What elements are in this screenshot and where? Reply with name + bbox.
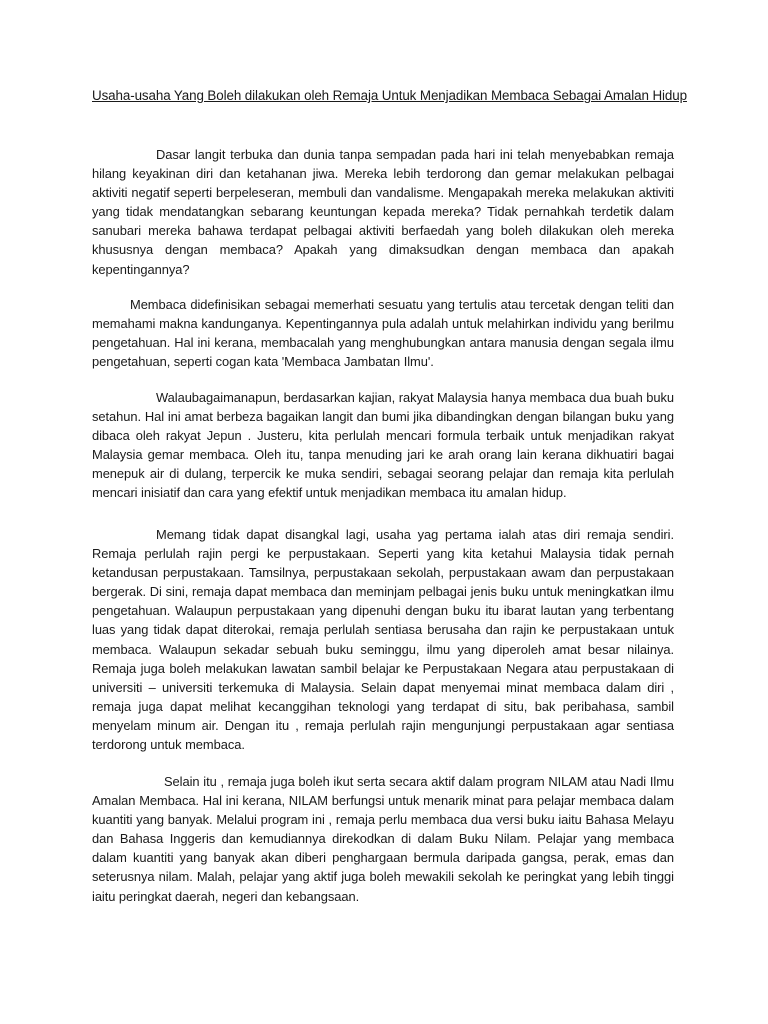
paragraph-3: Walaubagaimanapun, berdasarkan kajian, rakyat Malaysia hanya membaca dua buah buku setahun. Hal ini amat berbeza bagaikan langit dan bumi jika dibandingkan dengan bilangan buku yang dibaca oleh rakyat Jepun . Justeru, kita perlulah mencari formula terbaik untuk menjadikan rakyat Malaysia gemar membaca. Oleh itu, tanpa menuding jari ke arah orang lain kerana dikhuatiri bagai menepuk air di dulang, terpercik ke muka sendiri, sebagai seorang pelajar dan remaja kita perlulah mencari inisiatif dan cara yang efektif untuk menjadikan membaca itu amalan hidup. <box>92 390 674 501</box>
paragraph-1: Dasar langit terbuka dan dunia tanpa sempadan pada hari ini telah menyebabkan remaja hilang keyakinan diri dan ketahanan jiwa. Mereka lebih terdorong dan gemar melakukan pelbagai aktiviti negatif seperti berpeleseran, membuli dan vandalisme. Mengapakah mereka melakukan aktiviti yang tidak mendatangkan sebarang keuntungan kepada mereka? Tidak pernahkah terdetik dalam sanubari mereka bahawa terdapat pelbagai aktiviti berfaedah yang boleh dilakukan oleh mereka khususnya dengan membaca? Apakah yang dimaksudkan dengan membaca dan apakah kepentingannya? <box>92 147 674 277</box>
document-title: Usaha-usaha Yang Boleh dilakukan oleh Remaja Untuk Menjadikan Membaca Sebagai Amalan Hidup <box>92 88 687 103</box>
paragraph-5: Selain itu , remaja juga boleh ikut serta secara aktif dalam program NILAM atau Nadi Ilmu Amalan Membaca. Hal ini kerana, NILAM berfungsi untuk menarik minat para pelajar membaca dalam kuantiti yang banyak. Melalui program ini , remaja perlu membaca dua versi buku iaitu Bahasa Melayu dan Bahasa Inggeris dan kemudiannya direkodkan di dalam Buku Nilam. Pelajar yang membaca dalam kuantiti yang banyak akan diberi penghargaan bermula daripada gangsa, perak, emas dan seterusnya nilam. Malah, pelajar yang aktif juga boleh mewakili sekolah ke peringkat yang lebih tinggi iaitu peringkat daerah, negeri dan kebangsaan. <box>92 774 674 904</box>
paragraph-2: Membaca didefinisikan sebagai memerhati sesuatu yang tertulis atau tercetak dengan teliti dan memahami makna kandunganya. Kepentingannya pula adalah untuk melahirkan individu yang berilmu pengetahuan. Hal ini kerana, membacalah yang menghubungkan antara manusia dengan segala ilmu pengetahuan, seperti cogan kata 'Membaca Jambatan Ilmu'. <box>92 297 674 370</box>
paragraph-4: Memang tidak dapat disangkal lagi, usaha yag pertama ialah atas diri remaja sendiri. Remaja perlulah rajin pergi ke perpustakaan. Seperti yang kita ketahui Malaysia tidak pernah ketandusan perpustakaan. Tamsilnya, perpustakaan sekolah, perpustakaan awam dan perpustakaan bergerak. Di sini, remaja dapat membaca dan meminjam pelbagai jenis buku untuk meningkatkan ilmu pengetahuan. Walaupun perpustakaan yang dipenuhi dengan buku itu ibarat lautan yang terbentang luas yang tidak dapat diterokai, remaja perlulah sentiasa berusaha dan rajin ke perpustakaan untuk membaca. Walaupun sekadar sebuah buku seminggu, ilmu yang diperoleh amat besar nilainya. Remaja juga boleh melakukan lawatan sambil belajar ke Perpustakaan Negara atau perpustakaan di universiti – universiti terkemuka di Malaysia. Selain dapat menyemai minat membaca dalam diri , remaja juga dapat melihat kecanggihan teknologi yang terdapat di situ, bak peribahasa, sambil menyelam minum air. Dengan itu , remaja perlulah rajin mengunjungi perpustakaan agar sentiasa terdorong untuk membaca. <box>92 527 674 753</box>
